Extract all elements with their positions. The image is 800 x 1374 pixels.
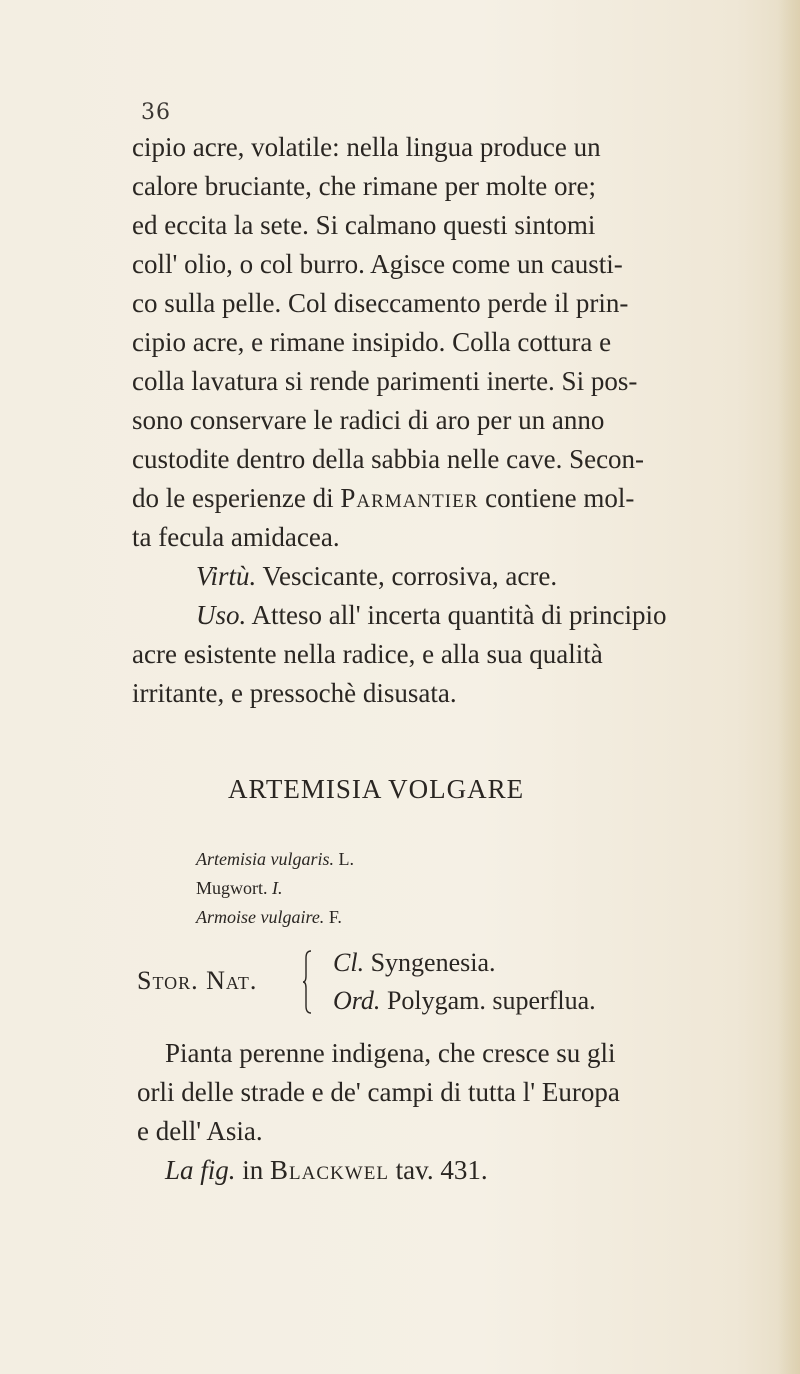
uso-line	[132, 596, 712, 635]
stor-nat-label: Stor. Nat.	[137, 966, 258, 995]
order-line	[333, 986, 596, 1016]
page-number: 36	[141, 100, 171, 125]
text-line: irritante, e pressochè disusata.	[132, 678, 457, 708]
author-name: Parmantier	[340, 483, 479, 513]
synonym-abbr: I.	[272, 878, 283, 898]
virtu-label: Virtù.	[196, 561, 257, 591]
uso-text: Atteso all' incerta quantità di principio	[246, 600, 667, 630]
text-line: orli delle strade e de' campi di tutta l' Europa	[137, 1077, 620, 1107]
text-line: co sulla pelle. Col diseccamento perde il prin-	[132, 288, 629, 318]
text-line	[132, 479, 712, 518]
synonym-name: Artemisia vulgaris.	[196, 849, 334, 869]
synonym-latin	[196, 845, 354, 874]
text-line: Pianta perenne indigena, che cresce su gli	[165, 1038, 616, 1068]
synonym-english	[196, 874, 354, 903]
paragraph-description	[137, 1034, 707, 1190]
order-value: Polygam. superflua.	[386, 986, 596, 1015]
text-line: custodite dentro della sabbia nelle cave. Secon-	[132, 444, 645, 474]
text-line: sono conservare le radici di aro per un anno	[132, 405, 605, 435]
virtu-line	[132, 557, 712, 596]
author-name: Blackwel	[270, 1155, 389, 1185]
text-fragment: in	[235, 1155, 271, 1185]
text-line: cipio acre, volatile: nella lingua produce un	[132, 132, 601, 162]
text-line: calore bruciante, che rimane per molte ore;	[132, 171, 597, 201]
uso-label: Uso.	[196, 600, 247, 630]
text-line: coll' olio, o col burro. Agisce come un causti-	[132, 249, 623, 279]
section-heading: ARTEMISIA VOLGARE	[228, 774, 525, 804]
synonym-name: Mugwort.	[196, 878, 268, 898]
class-line	[333, 948, 496, 978]
synonym-abbr: F.	[328, 907, 342, 927]
classification-block	[137, 948, 697, 1028]
text-line: ed eccita la sete. Si calmano questi sintomi	[132, 210, 596, 240]
text-line: acre esistente nella radice, e alla sua qualità	[132, 639, 603, 669]
synonym-name: Armoise vulgaire.	[196, 907, 325, 927]
virtu-text: Vescicante, corrosiva, acre.	[256, 561, 558, 591]
text-line: e dell' Asia.	[137, 1116, 263, 1146]
text-line: ta fecula amidacea.	[132, 522, 340, 552]
order-label: Ord.	[333, 986, 381, 1015]
class-value: Syngenesia.	[370, 948, 496, 977]
paragraph-main	[132, 128, 712, 713]
synonym-list	[196, 845, 354, 932]
synonym-abbr: L.	[338, 849, 354, 869]
synonym-french	[196, 903, 354, 932]
figure-reference	[137, 1151, 707, 1190]
text-line: colla lavatura si rende parimenti inerte. Si pos-	[132, 366, 638, 396]
text-fragment: do le esperienze di	[132, 483, 341, 513]
class-label: Cl.	[333, 948, 365, 977]
figure-label: La fig.	[165, 1155, 236, 1185]
curly-brace-icon	[303, 950, 313, 1014]
text-line: cipio acre, e rimane insipido. Colla cottura e	[132, 327, 612, 357]
text-fragment: contiene mol-	[478, 483, 635, 513]
page-edge-shadow	[778, 0, 800, 1374]
text-fragment: tav. 431.	[388, 1155, 488, 1185]
